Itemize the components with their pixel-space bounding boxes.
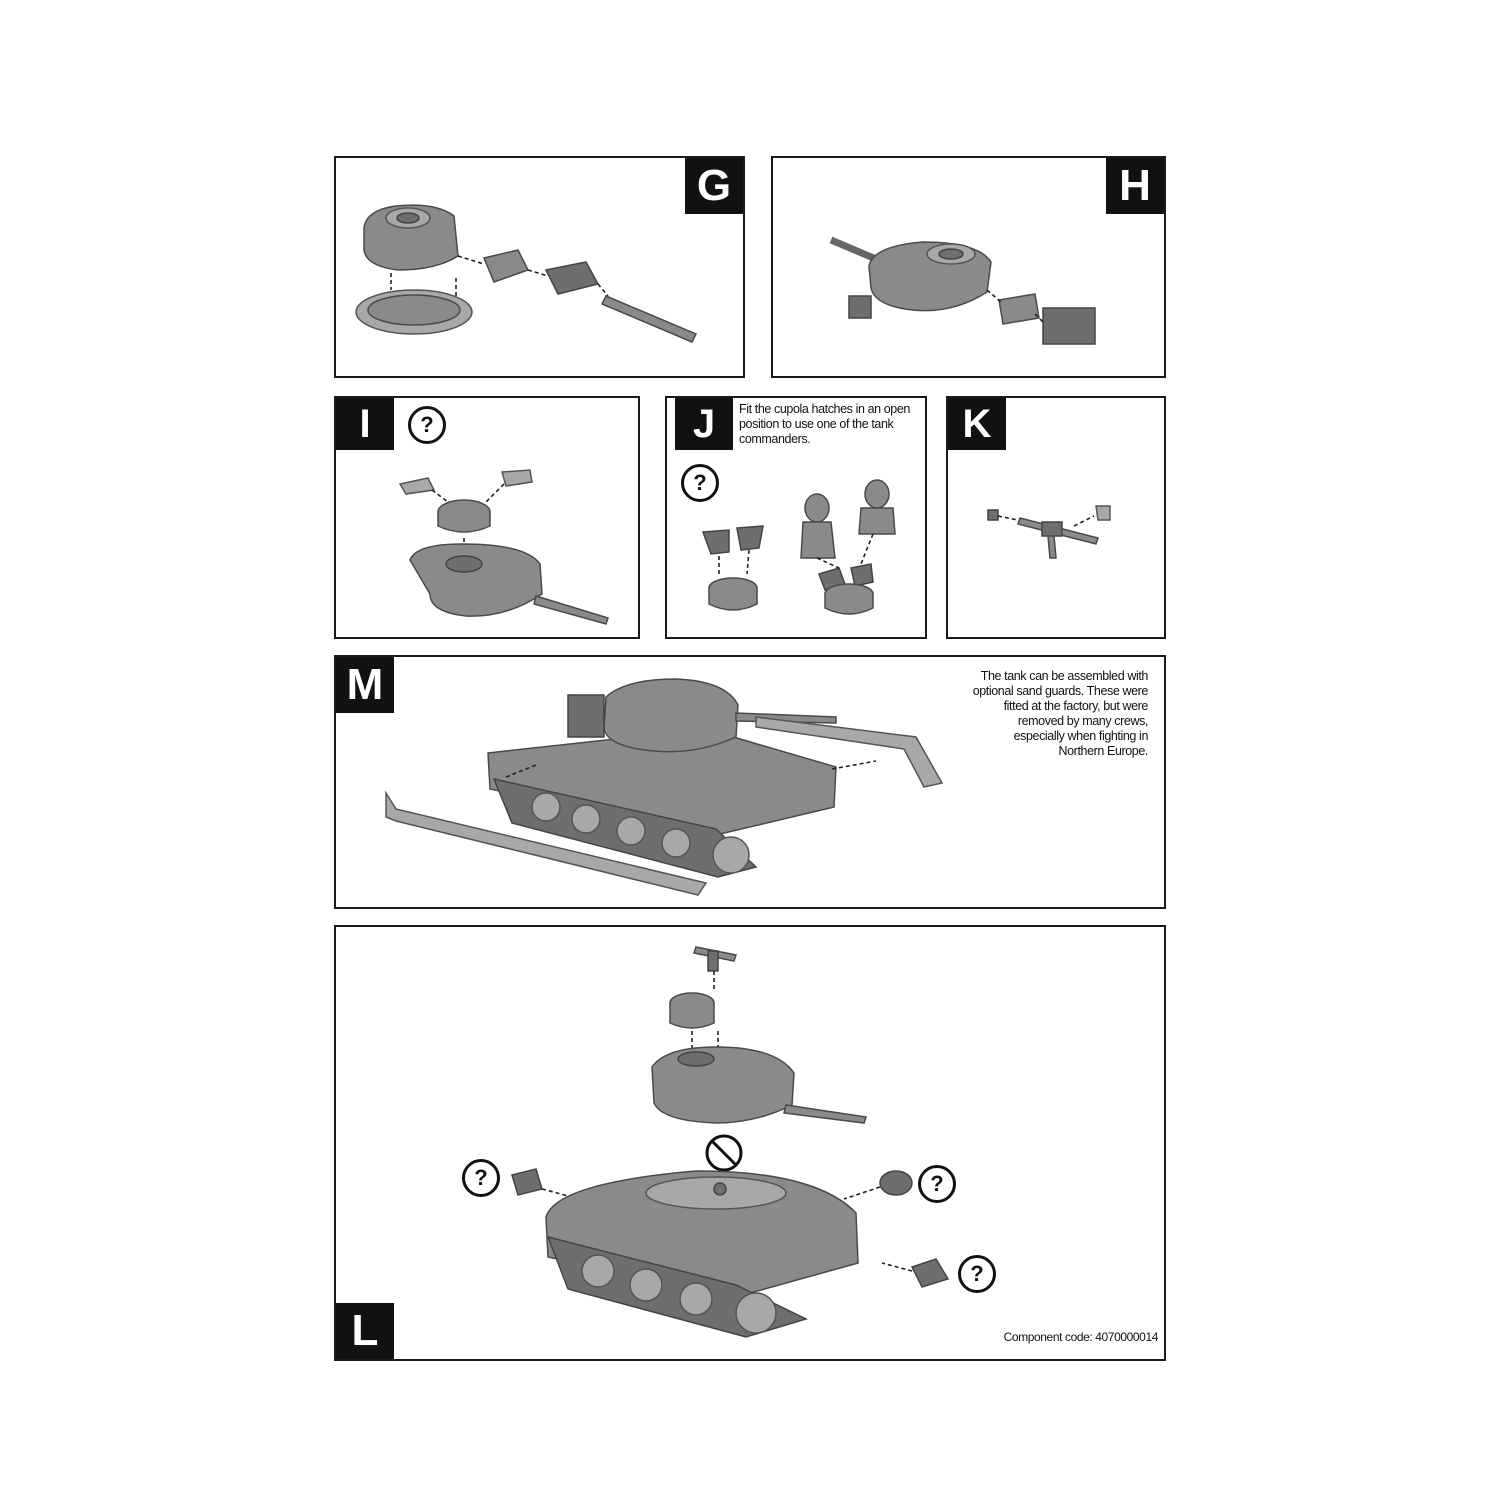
step-j-label: J: [675, 398, 733, 450]
question-mark-circle-icon: ?: [681, 464, 719, 502]
step-m-note: The tank can be assembled with optional sand guards. These were fitted at the factory, but were removed by many crews, especially when fighting in Northern Europe.: [972, 669, 1148, 758]
step-j-panel: [665, 396, 927, 639]
question-mark-circle-icon: ?: [918, 1165, 956, 1203]
sand-guards-assembly-illustration: [336, 657, 1166, 909]
question-mark-circle-icon: ?: [408, 406, 446, 444]
machine-gun-illustration: [948, 398, 1166, 639]
no-glue-icon: [707, 1136, 741, 1170]
cupola-commander-illustration: [667, 398, 927, 639]
step-h-label: H: [1106, 158, 1164, 214]
question-mark-circle-icon: ?: [462, 1159, 500, 1197]
step-m-label: M: [336, 657, 394, 713]
step-g-label: G: [685, 158, 743, 214]
step-j-note: Fit the cupola hatches in an open position to use one of the tank commanders.: [739, 402, 910, 446]
cupola-assembly-illustration: [336, 398, 640, 639]
step-m-panel: [334, 655, 1166, 909]
step-g-panel: [334, 156, 745, 378]
turret-assembly-illustration: [336, 158, 745, 378]
step-i-label: I: [336, 398, 394, 450]
step-l-panel: [334, 925, 1166, 1361]
step-l-label: L: [336, 1303, 394, 1359]
step-h-panel: [771, 156, 1166, 378]
turret-with-stowage-illustration: [773, 158, 1166, 378]
step-k-panel: [946, 396, 1166, 639]
question-mark-circle-icon: ?: [958, 1255, 996, 1293]
component-code: Component code: 4070000014: [1003, 1330, 1158, 1344]
final-assembly-illustration: [336, 927, 1166, 1361]
step-k-label: K: [948, 398, 1006, 450]
step-i-panel: [334, 396, 640, 639]
